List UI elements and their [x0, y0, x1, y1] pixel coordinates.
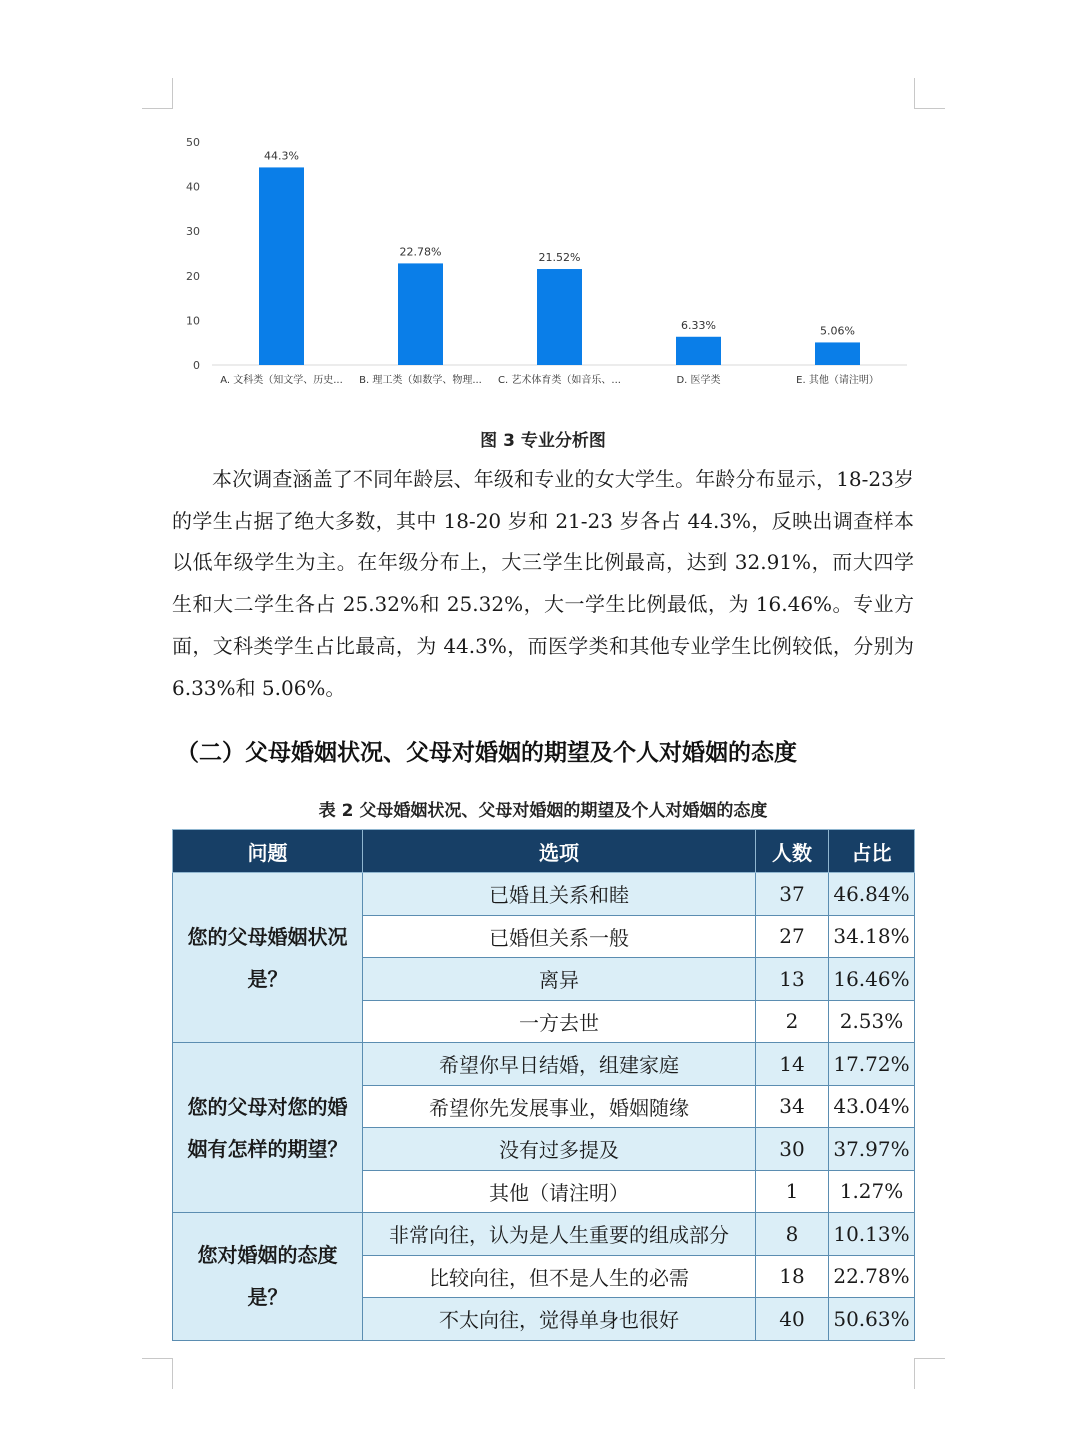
header-question: 问题 — [173, 830, 363, 873]
y-tick-label: 30 — [186, 225, 200, 239]
x-category-label: E. 其他（请注明） — [796, 375, 879, 386]
option-cell: 非常向往，认为是人生重要的组成部分 — [363, 1213, 756, 1256]
table-caption: 表 2 父母婚姻状况、父母对婚姻的期望及个人对婚姻的态度 — [318, 801, 768, 821]
percent-cell: 2.53% — [829, 1000, 915, 1043]
percent-cell: 34.18% — [829, 915, 915, 958]
percent-cell: 16.46% — [829, 958, 915, 1001]
percent-cell: 10.13% — [829, 1213, 915, 1256]
y-tick-label: 0 — [193, 359, 200, 372]
option-cell: 其他（请注明） — [363, 1170, 756, 1213]
percent-cell: 22.78% — [829, 1255, 915, 1298]
bar-data-label: 21.52% — [538, 251, 581, 265]
question-cell: 您对婚姻的态度是？ — [173, 1213, 363, 1341]
percent-cell: 1.27% — [829, 1170, 915, 1213]
count-cell: 8 — [756, 1213, 829, 1256]
table-row — [173, 873, 915, 916]
percent-cell: 43.04% — [829, 1085, 915, 1128]
count-cell: 30 — [756, 1128, 829, 1171]
table-header-row — [173, 830, 915, 873]
y-tick-label: 20 — [186, 269, 200, 283]
percent-cell: 37.97% — [829, 1128, 915, 1171]
table-row — [173, 1213, 915, 1256]
percent-cell: 50.63% — [829, 1298, 915, 1341]
crop-mark-bottom-right — [914, 1358, 945, 1389]
count-cell: 18 — [756, 1255, 829, 1298]
question-cell: 您的父母婚姻状况是？ — [173, 873, 363, 1043]
bar-data-label: 6.33% — [681, 318, 716, 332]
count-cell: 1 — [756, 1170, 829, 1213]
y-tick-label: 10 — [186, 314, 200, 328]
count-cell: 14 — [756, 1043, 829, 1086]
option-cell: 没有过多提及 — [363, 1128, 756, 1171]
marriage-attitude-table — [172, 829, 915, 1341]
option-cell: 不太向往，觉得单身也很好 — [363, 1298, 756, 1341]
crop-mark-bottom-left — [142, 1358, 173, 1389]
percent-cell: 46.84% — [829, 873, 915, 916]
header-percent: 占比 — [829, 830, 915, 873]
option-cell: 希望你先发展事业，婚姻随缘 — [363, 1085, 756, 1128]
bar-data-label: 5.06% — [820, 324, 855, 338]
count-cell: 13 — [756, 958, 829, 1001]
percent-cell: 17.72% — [829, 1043, 915, 1086]
section-heading: （二）父母婚姻状况、父母对婚姻的期望及个人对婚姻的态度 — [176, 739, 797, 766]
option-cell: 已婚且关系和睦 — [363, 873, 756, 916]
bar-data-label: 44.3% — [264, 149, 299, 163]
question-cell: 您的父母对您的婚姻有怎样的期望？ — [173, 1043, 363, 1213]
table-body — [173, 873, 915, 1341]
count-cell: 34 — [756, 1085, 829, 1128]
major-bar-chart — [172, 128, 914, 398]
option-cell: 离异 — [363, 958, 756, 1001]
bar — [398, 263, 443, 365]
option-cell: 已婚但关系一般 — [363, 915, 756, 958]
x-category-label: D. 医学类 — [676, 375, 721, 386]
count-cell: 37 — [756, 873, 829, 916]
table-row — [173, 1043, 915, 1086]
bar — [676, 337, 721, 365]
crop-mark-top-right — [914, 78, 945, 109]
option-cell: 比较向往，但不是人生的必需 — [363, 1255, 756, 1298]
count-cell: 27 — [756, 915, 829, 958]
header-count: 人数 — [756, 830, 829, 873]
bar — [259, 167, 304, 365]
option-cell: 希望你早日结婚，组建家庭 — [363, 1043, 756, 1086]
x-category-label: A. 文科类（知文学、历史... — [220, 375, 343, 386]
bar — [537, 269, 582, 365]
crop-mark-top-left — [142, 78, 173, 109]
y-tick-label: 40 — [186, 180, 200, 194]
count-cell: 2 — [756, 1000, 829, 1043]
x-category-label: C. 艺术体育类（如音乐、... — [498, 375, 621, 386]
count-cell: 40 — [756, 1298, 829, 1341]
figure-caption: 图 3 专业分析图 — [480, 431, 606, 451]
body-paragraph: 本次调查涵盖了不同年龄层、年级和专业的女大学生。年龄分布显示，18-23岁的学生占据了绝大多数，其中 18-20 岁和 21-23 岁各占 44.3%，反映出调查样本以低年级学生为主。在年级分布上，大三学生比例最高，达到 32.91%，而大四学生和大二学生各占 25.32%和 25.32%，大一学生比例最低，为 16.46%。专业方面，文科类学生占比最高，为 44.3%，而医学类和其他专业学生比例较低，分别为 6.33%和 5.06%。 — [172, 467, 914, 700]
y-tick-label: 50 — [186, 136, 200, 149]
header-option: 选项 — [363, 830, 756, 873]
x-category-label: B. 理工类（如数学、物理... — [359, 375, 482, 386]
bar — [815, 342, 860, 365]
option-cell: 一方去世 — [363, 1000, 756, 1043]
bar-data-label: 22.78% — [399, 245, 442, 259]
